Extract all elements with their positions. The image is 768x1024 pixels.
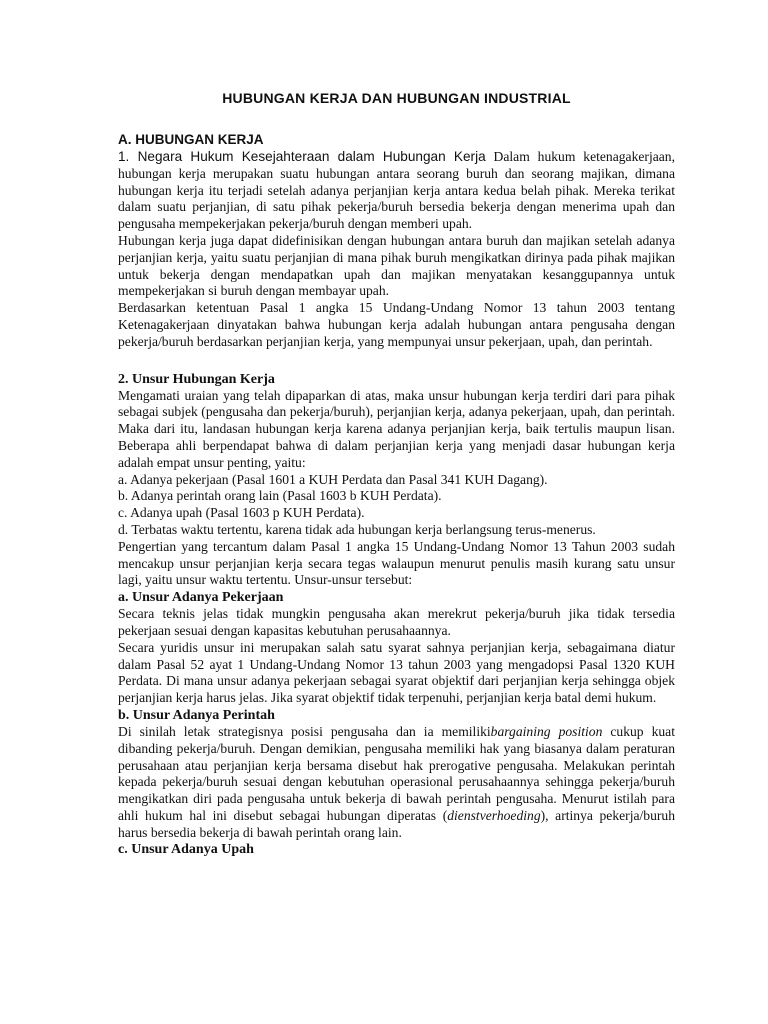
spacer xyxy=(118,351,675,371)
subsection-c-heading: c. Unsur Adanya Upah xyxy=(118,842,254,858)
subsection-b-text-pre: Di sinilah letak strategisnya posisi pengusaha dan ia memiliki xyxy=(118,723,491,739)
list-item: c. Adanya upah (Pasal 1603 p KUH Perdata). xyxy=(118,505,365,521)
section-1-paragraph-2: Hubungan kerja juga dapat didefinisikan dengan hubungan antara buruh dan majikan setelah adanya perjanjian kerja, yaitu suatu perjanjian di mana pihak buruh mengikatkan dirinya pada pihak majikan untuk bekerja dengan mendapatkan upah dan majikan menyatakan kesanggupannya untuk mempekerjakan si buruh dengan membayar upah. xyxy=(118,232,675,299)
section-1-heading: 1. Negara Hukum Kesejahteraan dalam Hubungan Kerja xyxy=(118,149,486,164)
section-2-paragraph-1: Mengamati uraian yang telah dipaparkan di atas, maka unsur hubungan kerja terdiri dari para pihak sebagai subjek (pengusaha dan pekerja/buruh), perjanjian kerja, adanya pekerjaan, upah, dan perintah. Maka dari itu, landasan hubungan kerja karena adanya perjanjian kerja, baik tertulis maupun lisan. Beberapa ahli berpendapat bahwa di dalam perjanjian kerja yang menjadi dasar hubungan kerja adalah empat unsur penting, yaitu: xyxy=(118,387,675,470)
subsection-b-emphasis-1: bargaining position xyxy=(490,723,603,739)
subsection-a-paragraph-1: Secara teknis jelas tidak mungkin pengusaha akan merekrut pekerja/buruh jika tidak tersedia pekerjaan sesuai dengan kapasitas kebutuhan perusahaannya. xyxy=(118,606,675,638)
subsection-b-text-post: ), artinya pekerja/buruh harus bersedia bekerja di bawah perintah orang lain. xyxy=(118,807,676,840)
section-2-heading: 2. Unsur Hubungan Kerja xyxy=(118,371,275,387)
document-title: HUBUNGAN KERJA DAN HUBUNGAN INDUSTRIAL xyxy=(222,90,571,106)
list-item: b. Adanya perintah orang lain (Pasal 1603 b KUH Perdata). xyxy=(118,488,442,504)
subsection-a-paragraph-2: Secara yuridis unsur ini merupakan salah satu syarat sahnya perjanjian kerja, sebagaimana diatur dalam Pasal 52 ayat 1 Undang-Undang Nomor 13 tahun 2003 yang mengadopsi Pasal 1320 KUH Perdata. Di mana unsur adanya pekerjaan sebagai syarat objektif dari perjanjian kerja sehingga objek perjanjian kerja harus jelas. Jika syarat objektif tidak terpenuhi, perjanjian kerja batal demi hukum. xyxy=(118,639,675,706)
list-item: a. Adanya pekerjaan (Pasal 1601 a KUH Perdata dan Pasal 341 KUH Dagang). xyxy=(118,471,548,487)
subsection-a-heading: a. Unsur Adanya Pekerjaan xyxy=(118,590,284,606)
subsection-b-paragraph-1 xyxy=(118,724,675,842)
subsection-b-text-mid: cukup kuat dibanding pekerja/buruh. Dengan demikian, pengusaha memiliki hak yang biasanya dalam peraturan perusahaan atau perjanjian kerja bersama disebut hak prerogative pengusaha. Melakukan perintah kepada pekerja/buruh sesuai dengan kebutuhan operasional perusahaannya sehingga pekerja/buruh mengikatkan diri pada pengusaha untuk bekerja di bawah perintah pengusaha. Menurut istilah para ahli hukum hal ini disebut sebagai hubungan diperatas ( xyxy=(118,723,675,823)
subsection-b-emphasis-2: dienstverhoeding xyxy=(447,807,541,823)
subsection-b-heading: b. Unsur Adanya Perintah xyxy=(118,707,275,723)
section-1-paragraph-3: Berdasarkan ketentuan Pasal 1 angka 15 Undang-Undang Nomor 13 tahun 2003 tentang Ketenagakerjaan dinyatakan bahwa hubungan kerja adalah hubungan antara pengusaha dengan pekerja/buruh berdasarkan perjanjian kerja, yang mempunyai unsur pekerjaan, upah, dan perintah. xyxy=(118,300,675,349)
section-a-heading: A. HUBUNGAN KERJA xyxy=(118,132,264,147)
section-2-paragraph-2: Pengertian yang tercantum dalam Pasal 1 angka 15 Undang-Undang Nomor 13 Tahun 2003 sudah mencakup unsur perjanjian kerja secara tegas walaupun menurut penulis masih kurang satu unsur lagi, yaitu unsur waktu tertentu. Unsur-unsur tersebut: xyxy=(118,538,675,588)
list-item: d. Terbatas waktu tertentu, karena tidak ada hubungan kerja berlangsung terus-menerus. xyxy=(118,521,596,537)
section-1-text-1: Dalam hukum ketenagakerjaan, hubungan kerja merupakan suatu hubungan antara seorang buruh dan seorang majikan, dimana hubungan kerja itu terjadi setelah adanya perjanjian kerja antara kedua belah pihak. Mereka terikat dalam suatu perjanjian, di satu pihak pekerja/buruh bersedia bekerja dengan menerima upah dan pengusaha mempekerjakan pekerja/buruh dengan memberi upah. xyxy=(118,149,675,232)
section-1-paragraph-1 xyxy=(118,149,675,233)
